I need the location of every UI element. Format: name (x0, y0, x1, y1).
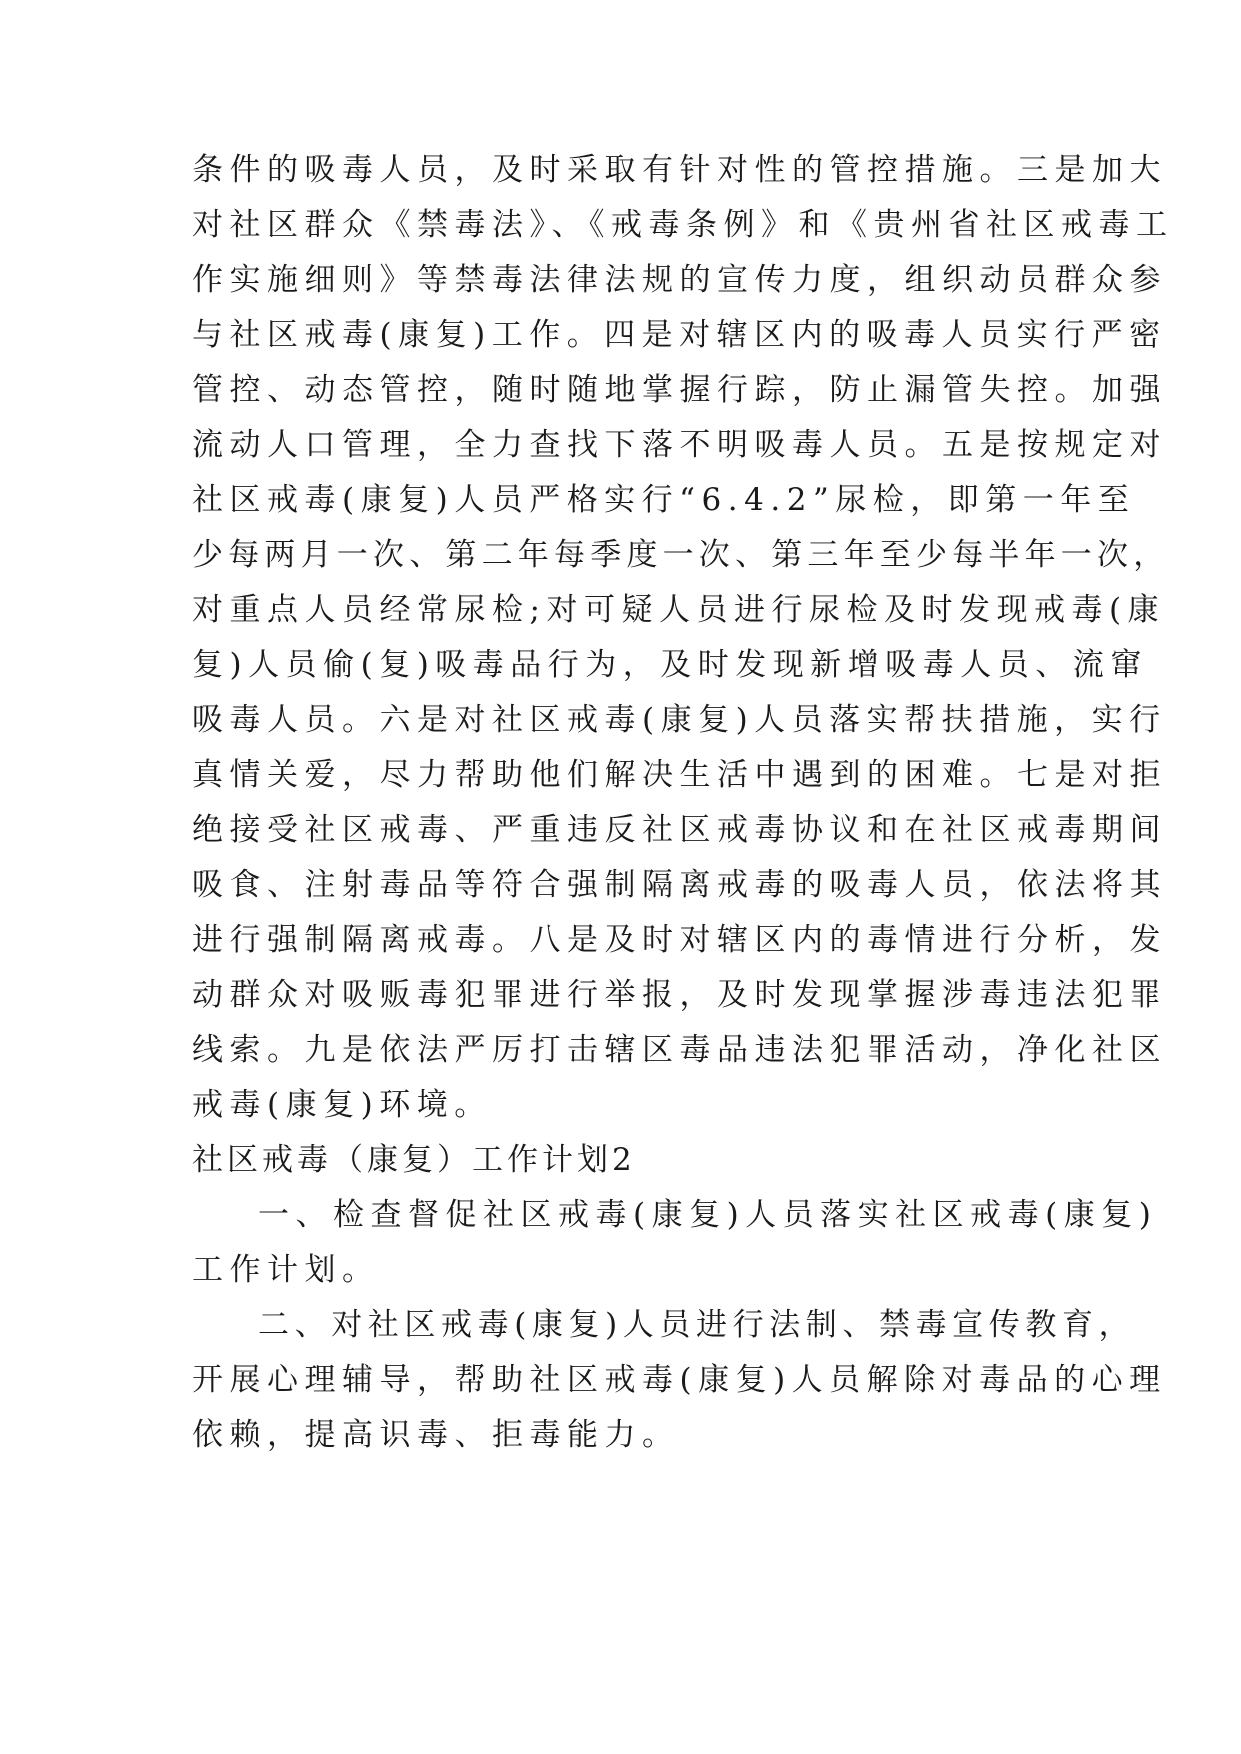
list-item-2-line: 依赖，提高识毒、拒毒能力。 (192, 1417, 680, 1453)
body-text-line: 对社区群众《禁毒法》、《戒毒条例》和《贵州省社区戒毒工 (192, 207, 1174, 243)
body-text-line: 动群众对吸贩毒犯罪进行举报，及时发现掌握涉毒违法犯罪 (192, 977, 1167, 1013)
body-text-line: 管控、动态管控，随时随地掌握行踪，防止漏管失控。加强 (192, 372, 1167, 408)
list-item-1-line: 一、检查督促社区戒毒(康复)人员落实社区戒毒(康复) (258, 1197, 1158, 1233)
body-text-line: 社区戒毒(康复)人员严格实行“6.4.2”尿检，即第一年至 (192, 482, 1136, 518)
body-text-line: 绝接受社区戒毒、严重违反社区戒毒协议和在社区戒毒期间 (192, 812, 1167, 848)
body-text-line: 吸食、注射毒品等符合强制隔离戒毒的吸毒人员，依法将其 (192, 867, 1167, 903)
section-title: 社区戒毒（康复）工作计划2 (192, 1142, 636, 1178)
body-text-line: 流动人口管理，全力查找下落不明吸毒人员。五是按规定对 (192, 427, 1167, 463)
body-text-line: 少每两月一次、第二年每季度一次、第三年至少每半年一次， (192, 537, 1170, 573)
body-text-line: 条件的吸毒人员，及时采取有针对性的管控措施。三是加大 (192, 152, 1167, 188)
body-text-line: 与社区戒毒(康复)工作。四是对辖区内的吸毒人员实行严密 (192, 317, 1167, 353)
body-text-line: 真情关爱，尽力帮助他们解决生活中遇到的困难。七是对拒 (192, 757, 1167, 793)
body-text-line: 吸毒人员。六是对社区戒毒(康复)人员落实帮扶措施，实行 (192, 702, 1167, 738)
body-text-line: 复)人员偷(复)吸毒品行为，及时发现新增吸毒人员、流窜 (192, 647, 1148, 683)
list-item-1-line: 工作计划。 (192, 1252, 380, 1288)
list-item-2-line: 开展心理辅导，帮助社区戒毒(康复)人员解除对毒品的心理 (192, 1362, 1167, 1398)
body-text-line: 线索。九是依法严厉打击辖区毒品违法犯罪活动，净化社区 (192, 1032, 1167, 1068)
body-text-line: 进行强制隔离戒毒。八是及时对辖区内的毒情进行分析，发 (192, 922, 1167, 958)
body-text-line: 对重点人员经常尿检;对可疑人员进行尿检及时发现戒毒(康 (192, 592, 1166, 628)
body-text-line: 作实施细则》等禁毒法律法规的宣传力度，组织动员群众参 (192, 262, 1167, 298)
list-item-2-line: 二、对社区戒毒(康复)人员进行法制、禁毒宣传教育， (258, 1307, 1136, 1343)
body-text-line: 戒毒(康复)环境。 (192, 1087, 492, 1123)
